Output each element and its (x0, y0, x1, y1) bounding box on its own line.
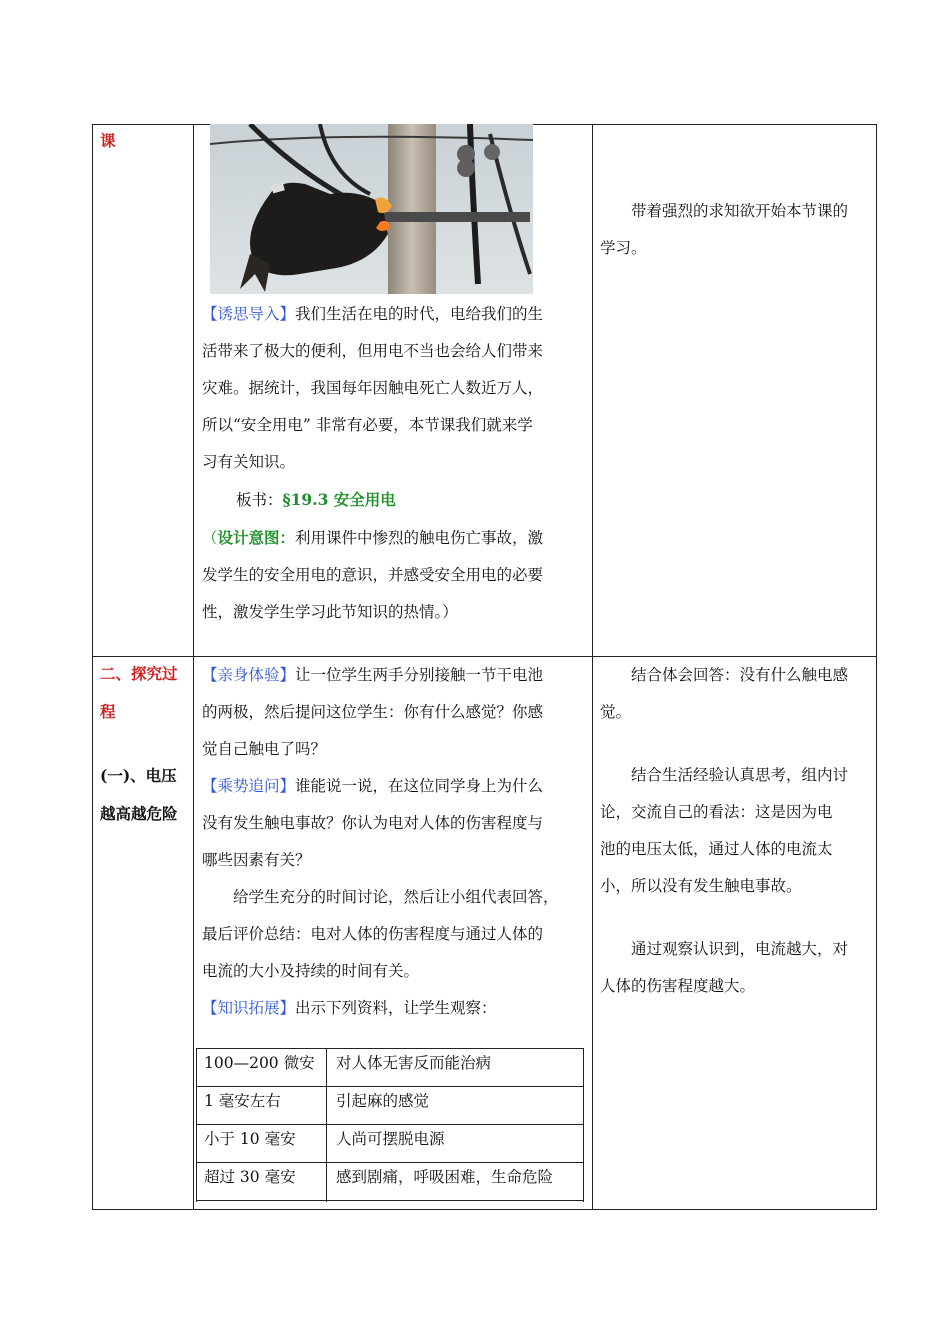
current-effect-table (196, 1048, 584, 1202)
table-row (196, 1124, 584, 1163)
electrocution-photo (210, 124, 533, 294)
student-line-1: 带着强烈的求知欲开始本节课的 (631, 202, 849, 220)
intro-line-2: 活带来了极大的便利，但用电不当也会给人们带来 (202, 342, 544, 360)
column-divider-1 (193, 124, 194, 1210)
intro-line-3: 灾难。据统计，我国每年因触电死亡人数近万人， (202, 379, 544, 397)
board-title: §19.3 安全用电 (282, 490, 396, 509)
knowledge-text: 出示下列资料，让学生观察： (295, 999, 497, 1017)
design-line-1: 利用课件中惨烈的触电伤亡事故，激 (295, 529, 544, 547)
design-line-3: 性，激发学生学习此节知识的热情。） (202, 603, 458, 621)
row2-sub-line1: (一)、电压 (100, 766, 177, 785)
column-divider-2 (592, 124, 593, 1210)
experience-line-3: 觉自己触电了吗？ (202, 740, 327, 758)
experience-tag: 【亲身体验】 (202, 666, 296, 684)
intro-tag: 【诱思导入】 (202, 305, 296, 323)
current-cell: 小于 10 毫安 (204, 1130, 296, 1148)
table-row (196, 1048, 584, 1087)
followup-line-2: 没有发生触电事故？你认为电对人体的伤害程度与 (202, 814, 544, 832)
left-border (92, 124, 93, 1210)
student-activity-1 (600, 193, 872, 267)
effect-cell: 对人体无害反而能治病 (336, 1054, 492, 1072)
knowledge-tag: 【知识拓展】 (202, 999, 296, 1017)
design-open-paren: （ (202, 529, 218, 547)
row2-sub-line2: 越高越危险 (100, 804, 178, 823)
followup-line-3: 哪些因素有关？ (202, 851, 311, 869)
board-label: 板书： (236, 491, 283, 509)
intro-line-5: 习有关知识。 (202, 453, 296, 471)
discussion-line-1: 给学生充分的时间讨论，然后让小组代表回答， (233, 888, 559, 906)
intro-line-1: 我们生活在电的时代，电给我们的生 (295, 305, 544, 323)
effect-cell: 引起麻的感觉 (336, 1092, 430, 1110)
answer2-line-1: 结合生活经验认真思考，组内讨 (631, 766, 849, 784)
intro-line-4: 所以“安全用电” 非常有必要，本节课我们就来学 (202, 416, 533, 434)
answer1-line-2: 觉。 (600, 703, 632, 721)
electrocution-photo-image (210, 124, 533, 294)
answer1-line-1: 结合体会回答：没有什么触电感 (631, 666, 849, 684)
student-line-2: 学习。 (600, 239, 647, 257)
answer3-line-1: 通过观察认识到，电流越大，对 (631, 940, 849, 958)
answer2-line-2: 论，交流自己的看法：这是因为电 (600, 803, 833, 821)
answer3-line-2: 人体的伤害程度越大。 (600, 977, 756, 995)
experience-line-1: 让一位学生两手分别接触一节干电池 (295, 666, 544, 684)
right-border (876, 124, 877, 1210)
followup-tag: 【乘势追问】 (202, 777, 296, 795)
design-tag: 设计意图： (217, 528, 296, 547)
intro-section (202, 296, 592, 631)
table-bottom-border (92, 1209, 877, 1210)
effect-cell: 感到剧痛，呼吸困难，生命危险 (336, 1168, 554, 1186)
explore-section (202, 657, 592, 1027)
followup-line-1: 谁能说一说，在这位同学身上为什么 (295, 777, 544, 795)
design-line-2: 发学生的安全用电的意识，并感受安全用电的必要 (202, 566, 544, 584)
current-cell: 100—200 微安 (204, 1054, 315, 1072)
table-row (196, 1086, 584, 1125)
row2-label-line2: 程 (100, 702, 116, 721)
answer2-line-4: 小，所以没有发生触电事故。 (600, 877, 802, 895)
experience-line-2: 的两极，然后提问这位学生：你有什么感觉？你感 (202, 703, 544, 721)
row1-label: 课 (100, 131, 116, 150)
student-activity-2 (600, 657, 872, 1005)
discussion-line-2: 最后评价总结：电对人体的伤害程度与通过人体的 (202, 925, 544, 943)
current-cell: 超过 30 毫安 (204, 1168, 296, 1186)
current-cell: 1 毫安左右 (204, 1092, 281, 1110)
discussion-line-3: 电流的大小及持续的时间有关。 (202, 962, 420, 980)
row2-label-line1: 二、探究过 (100, 664, 178, 683)
table-row (196, 1162, 584, 1201)
effect-cell: 人尚可摆脱电源 (336, 1130, 445, 1148)
answer2-line-3: 池的电压太低，通过人体的电流太 (600, 840, 833, 858)
